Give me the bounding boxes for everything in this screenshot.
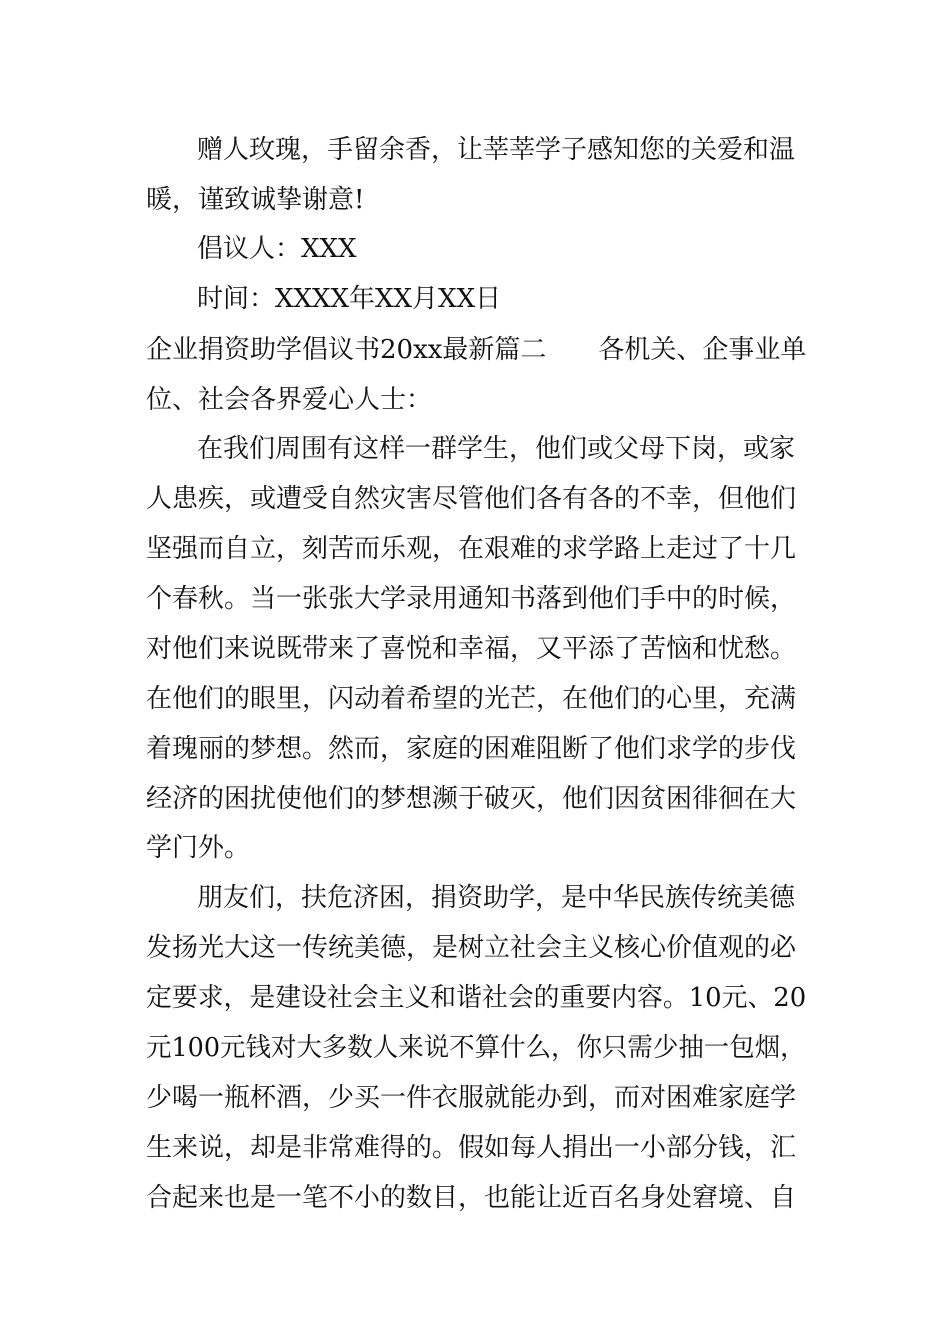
text-line: 学门外。	[146, 833, 251, 863]
text-line: 发扬光大这一传统美德，是树立社会主义核心价值观的必	[146, 933, 797, 963]
text-line: 对他们来说既带来了喜悦和幸福，又平添了苦恼和忧愁。	[146, 634, 797, 664]
text-line: 企业捐资助学倡议书20xx最新篇二 各机关、企事业单	[146, 335, 807, 365]
text-line: 在他们的眼里，闪动着希望的光芒，在他们的心里，充满	[146, 684, 797, 714]
text-line: 人患疾，或遭受自然灾害尽管他们各有各的不幸，但他们	[146, 484, 797, 514]
text-line: 时间：XXXX年XX月XX日	[197, 284, 502, 314]
text-line: 朋友们，扶危济困，捐资助学，是中华民族传统美德	[197, 883, 796, 913]
text-line: 合起来也是一笔不小的数目，也能让近百名身处窘境、自	[146, 1183, 797, 1213]
text-line: 在我们周围有这样一群学生，他们或父母下岗，或家	[197, 434, 796, 464]
text-line: 坚强而自立，刻苦而乐观，在艰难的求学路上走过了十几	[146, 534, 797, 564]
text-line: 定要求，是建设社会主义和谐社会的重要内容。10元、20	[146, 983, 807, 1013]
text-line: 赠人玫瑰，手留余香，让莘莘学子感知您的关爱和温	[197, 135, 796, 165]
text-line: 生来说，却是非常难得的。假如每人捐出一小部分钱，汇	[146, 1133, 797, 1163]
text-line: 个春秋。当一张张大学录用通知书落到他们手中的时候，	[146, 584, 797, 614]
text-line: 少喝一瓶杯酒，少买一件衣服就能办到，而对困难家庭学	[146, 1083, 797, 1113]
text-line: 元100元钱对大多数人来说不算什么，你只需少抽一包烟，	[146, 1033, 806, 1063]
text-line: 位、社会各界爱心人士：	[146, 385, 433, 415]
text-line: 暖，谨致诚挚谢意!	[146, 185, 365, 215]
text-line: 着瑰丽的梦想。然而，家庭的困难阻断了他们求学的步伐	[146, 734, 797, 764]
text-line: 经济的困扰使他们的梦想濒于破灭，他们因贫困徘徊在大	[146, 784, 797, 814]
text-line: 倡议人：XXX	[197, 234, 357, 264]
